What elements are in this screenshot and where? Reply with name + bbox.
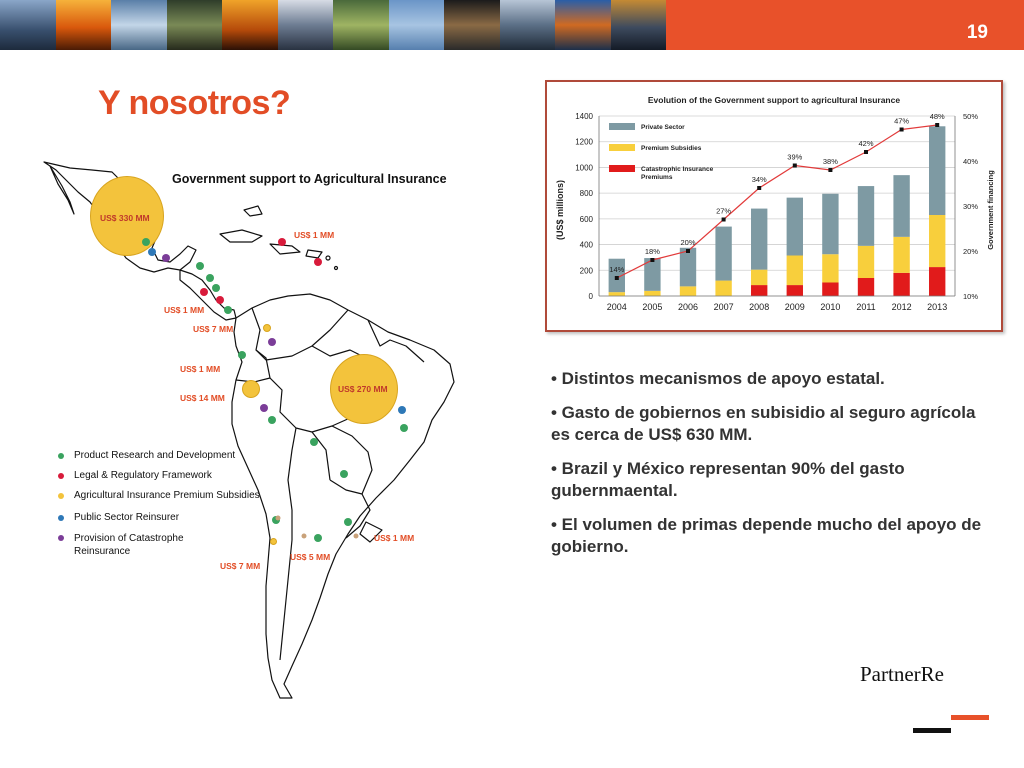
- map-marker: [302, 534, 307, 539]
- chart-line-point: [722, 218, 726, 222]
- chart-line-point: [828, 168, 832, 172]
- map-marker: [314, 534, 322, 542]
- chart-y2-axis-label: Government financing: [986, 170, 995, 250]
- chart-data-label: 42%: [858, 139, 874, 148]
- chart-y-tick-label: 1400: [575, 112, 593, 121]
- map-marker: [344, 518, 352, 526]
- chart-bar-segment: [822, 194, 838, 254]
- map-title: Government support to Agricultural Insurance: [172, 172, 447, 186]
- chart-data-label: 14%: [609, 265, 625, 274]
- legend-dot: [58, 453, 64, 459]
- chile-amount-label: US$ 7 MM: [220, 561, 261, 571]
- logo-accent-black: [913, 728, 951, 733]
- chart-bar-segment: [893, 175, 909, 237]
- chart-y2-tick-label: 30%: [963, 202, 979, 211]
- legend-item: [58, 512, 179, 523]
- chart-data-label: 27%: [716, 206, 732, 216]
- chart-bar-segment: [893, 273, 909, 296]
- header-photo: [222, 0, 278, 50]
- chart-legend-label: Catastrophic Insurance Premiums: [641, 166, 714, 181]
- header-photo: [555, 0, 611, 50]
- chart-bar-segment: [609, 292, 625, 296]
- map-marker: [268, 338, 276, 346]
- chart-data-label: 20%: [680, 238, 696, 247]
- header-photo: [167, 0, 223, 50]
- partnerre-logo: PartnerRe: [860, 662, 944, 686]
- chart-data-label: 39%: [787, 152, 803, 162]
- chart-line-point: [793, 164, 797, 168]
- chart-y-tick-label: 200: [579, 266, 593, 276]
- latin-america-map: [30, 150, 480, 710]
- chart-x-tick-label: 2009: [784, 302, 805, 312]
- bullet-item: • Gasto de gobiernos en subisidio al seguro agrícola es cerca de US$ 630 MM.: [551, 403, 976, 444]
- header-accent-bar: [666, 0, 1024, 50]
- map-marker: [206, 274, 214, 282]
- legend-item: [58, 470, 212, 481]
- chart-bar-segment: [858, 246, 874, 278]
- map-marker: [354, 534, 359, 539]
- header-photo: [389, 0, 445, 50]
- chart-legend: [609, 123, 714, 181]
- chart-y2-tick-label: 50%: [963, 112, 979, 121]
- caribbean-amount-label: US$ 1 MM: [294, 230, 335, 240]
- chart-data-label: 34%: [751, 175, 767, 184]
- map-marker: [340, 470, 348, 478]
- chart-x-tick-label: 2011: [856, 302, 876, 312]
- argentina-amount-label: US$ 5 MM: [290, 552, 331, 562]
- chart-data-label: 47%: [894, 116, 910, 126]
- brazil-amount-label: US$ 270 MM: [338, 384, 388, 394]
- map-marker: [196, 262, 204, 270]
- mexico-amount-label: US$ 330 MM: [100, 213, 150, 223]
- header-photo: [111, 0, 167, 50]
- slide-number: 19: [966, 22, 988, 43]
- map-marker: [212, 284, 220, 292]
- map-marker: [148, 248, 156, 256]
- chart-bar-segment: [680, 248, 696, 287]
- legend-item: [58, 450, 235, 461]
- chart-bar-segment: [929, 126, 945, 215]
- chart-x-tick-label: 2004: [606, 302, 627, 312]
- header-photo: [611, 0, 667, 50]
- map-marker: [224, 306, 232, 314]
- legend-dot: [58, 493, 64, 499]
- chart-canvas: [547, 82, 1001, 330]
- peru-amount-label: US$ 14 MM: [180, 393, 225, 403]
- chart-y2-tick-label: 10%: [963, 292, 979, 301]
- chart-bar-segment: [787, 256, 803, 286]
- chart-line-point: [650, 258, 654, 262]
- chart-bar-segment: [822, 283, 838, 297]
- chart-bar-segment: [751, 270, 767, 285]
- legend-dot: [58, 515, 64, 521]
- slide-title: Y nosotros?: [98, 84, 291, 122]
- header-photo: [278, 0, 334, 50]
- map-marker: [398, 406, 406, 414]
- chart-bar-segment: [715, 281, 731, 296]
- map-marker: [260, 404, 268, 412]
- legal-framework-markers: [200, 238, 322, 304]
- chart-y-tick-label: 600: [579, 214, 593, 224]
- map-marker: [162, 254, 170, 262]
- chart-bar-segment: [644, 291, 660, 296]
- chart-y-tick-label: 400: [579, 240, 593, 250]
- chart-bar-segment: [680, 286, 696, 296]
- chart-title: Evolution of the Government support to agricultural Insurance: [647, 95, 901, 105]
- central-america-amount-label-1: US$ 1 MM: [164, 305, 205, 315]
- chart-legend-swatch: [609, 144, 635, 151]
- map-marker: [142, 238, 150, 246]
- chart-line-point: [900, 128, 904, 132]
- header-photo: [0, 0, 56, 50]
- legend-label: Agricultural Insurance Premium Subsidies: [74, 490, 260, 501]
- chart-x-tick-label: 2012: [891, 302, 912, 312]
- legend-label: Legal & Regulatory Framework: [74, 470, 212, 481]
- legend-label: Provision of Catastrophe Reinsurance: [74, 533, 184, 557]
- central-america-amount-label-7: US$ 7 MM: [193, 324, 234, 334]
- header-photo: [500, 0, 556, 50]
- chart-bar-segment: [858, 186, 874, 246]
- legend-dot: [58, 535, 64, 541]
- chart-data-label: 38%: [822, 157, 838, 166]
- chart-legend-label: Private Sector: [641, 124, 685, 131]
- chart-legend-swatch: [609, 165, 635, 172]
- chart-bar-segment: [893, 237, 909, 273]
- header-photo: [56, 0, 112, 50]
- map-marker: [314, 258, 322, 266]
- chart-y-tick-label: 0: [588, 292, 593, 301]
- chart-x-tick-label: 2010: [820, 302, 841, 312]
- chart-x-tick-label: 2006: [677, 302, 699, 312]
- bullet-list: [551, 368, 991, 570]
- chart-bar-segment: [929, 267, 945, 296]
- chart-y-tick-label: 800: [579, 189, 593, 199]
- chart-bar-segment: [787, 285, 803, 296]
- legend-item: [58, 490, 260, 501]
- chart-y-tick-label: 1000: [575, 163, 593, 173]
- legend-label: Product Research and Development: [74, 450, 236, 461]
- bullet-item: • El volumen de primas depende mucho del apoyo de gobierno.: [551, 515, 982, 556]
- map-marker: [310, 438, 318, 446]
- chart-data-label: 48%: [929, 112, 945, 121]
- chart-data-label: 18%: [644, 247, 660, 256]
- chart-line-point: [864, 150, 868, 154]
- map-marker: [276, 516, 281, 521]
- header-photo: [444, 0, 500, 50]
- chart-bar-segment: [929, 215, 945, 267]
- chart-x-tick-label: 2008: [749, 302, 770, 312]
- bullet-item: • Brazil y México representan 90% del gasto gubernmaental.: [551, 459, 905, 500]
- chart-bar-segment: [751, 285, 767, 296]
- chart-bar-segment: [822, 254, 838, 282]
- chart-line-point: [935, 123, 939, 127]
- map-marker: [200, 288, 208, 296]
- chart-y2-tick-label: 40%: [963, 157, 979, 166]
- chart-bar-segment: [715, 227, 731, 281]
- map-marker: [268, 416, 276, 424]
- chart-line-point: [615, 276, 619, 280]
- chart-y2-tick-label: 20%: [963, 247, 979, 256]
- chart-bar-segment: [858, 278, 874, 296]
- header-photo-strip: [0, 0, 666, 50]
- map-marker: [216, 296, 224, 304]
- chart-line-point: [686, 249, 690, 253]
- header-photo: [333, 0, 389, 50]
- chart-x-tick-label: 2013: [927, 302, 948, 312]
- chart-legend-label: Premium Subsidies: [641, 145, 702, 152]
- map-marker: [238, 351, 246, 359]
- ecuador-amount-label: US$ 1 MM: [180, 364, 221, 374]
- map-marker: [278, 238, 286, 246]
- chart-y-axis-label: (US$ millions): [555, 179, 565, 241]
- chart-x-tick-label: 2005: [642, 302, 663, 312]
- public-reinsurer-markers: [148, 248, 406, 414]
- chart-line-point: [757, 186, 761, 190]
- legend-item: [58, 532, 198, 558]
- legend-label: Public Sector Reinsurer: [74, 512, 180, 523]
- chart-bar-segment: [751, 209, 767, 270]
- uruguay-amount-label: US$ 1 MM: [374, 533, 415, 543]
- map-markers: [30, 150, 480, 710]
- logo-accent-orange: [951, 715, 989, 720]
- legend-dot: [58, 473, 64, 479]
- chart-bar-segment: [787, 198, 803, 256]
- cat-reinsurance-markers: [162, 254, 276, 412]
- chart-y-tick-label: 1200: [575, 137, 593, 147]
- chart-x-tick-label: 2007: [713, 302, 734, 312]
- map-marker: [400, 424, 408, 432]
- government-support-chart: [545, 80, 1003, 332]
- chart-legend-swatch: [609, 123, 635, 130]
- bullet-item: • Distintos mecanismos de apoyo estatal.: [551, 369, 885, 388]
